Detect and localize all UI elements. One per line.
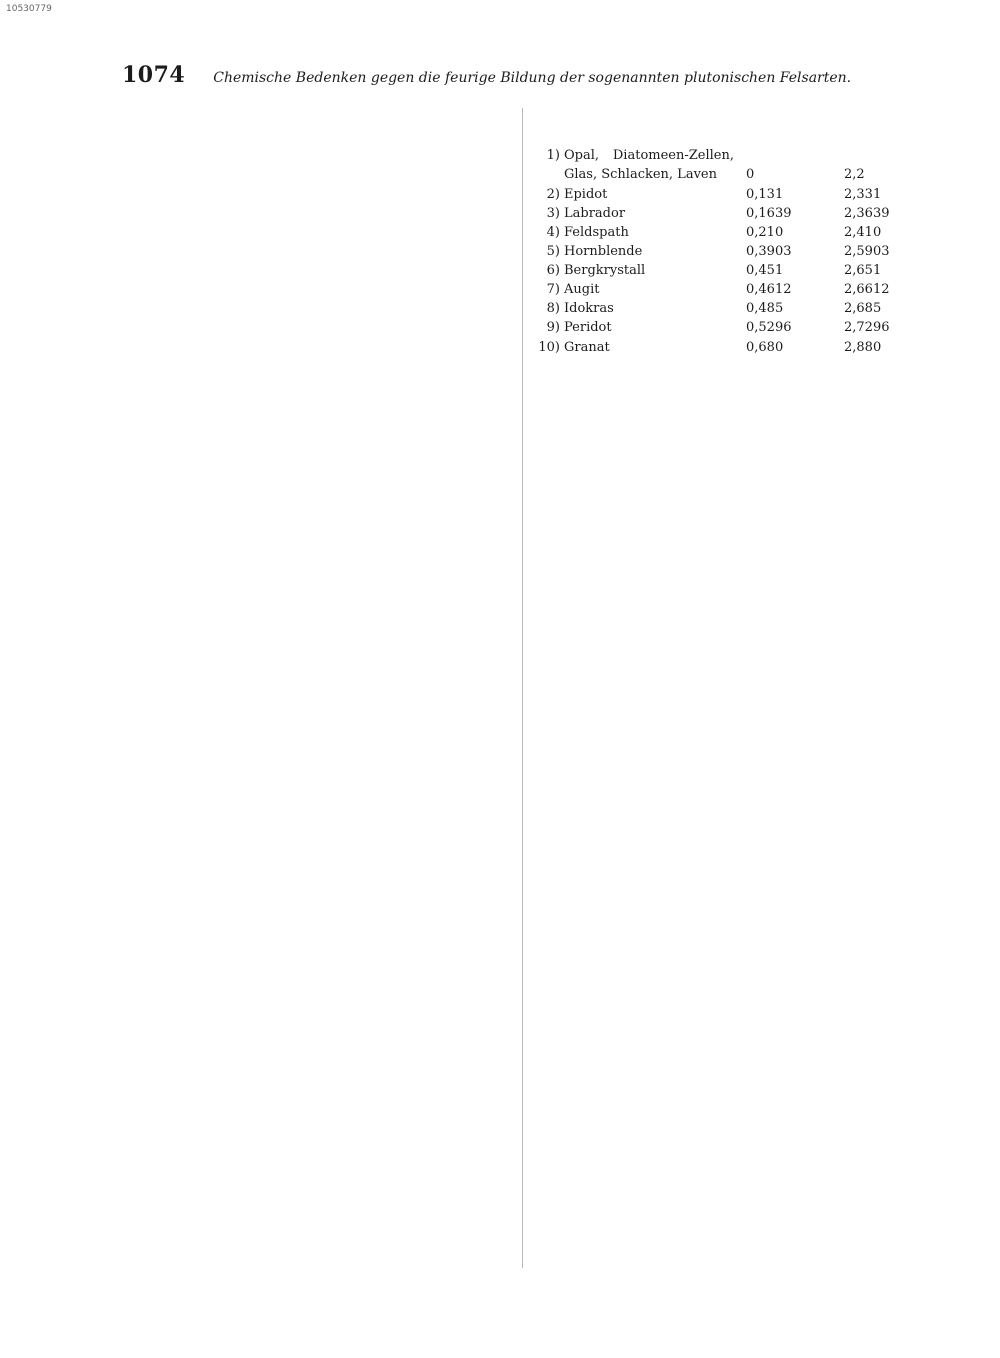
- loss-value: 0,485: [746, 301, 784, 316]
- loss-value: 0,210: [746, 225, 784, 240]
- table-row: [538, 223, 922, 242]
- mineral-name: Feldspath: [564, 225, 629, 240]
- loss-value: 0,451: [746, 263, 784, 278]
- mineral-name: Opal, Diatomeen-Zellen, Glas, Schlacken, Laven: [564, 148, 734, 182]
- page-header: [122, 62, 922, 88]
- row-number: 10): [538, 340, 560, 355]
- scan-id: 10530779: [6, 4, 52, 14]
- loss-value: 0,5296: [746, 320, 792, 335]
- row-number: 4): [546, 225, 560, 240]
- loss-value: 0,680: [746, 340, 784, 355]
- table-row: [538, 185, 922, 204]
- mineral-name: Peridot: [564, 320, 612, 335]
- density-value: 2,685: [844, 301, 882, 316]
- loss-value: 0,3903: [746, 244, 792, 259]
- density-value: 2,410: [844, 225, 882, 240]
- mineral-name: Epidot: [564, 187, 608, 202]
- row-number: 7): [546, 282, 560, 297]
- row-number: 3): [546, 206, 560, 221]
- table-row: [538, 299, 922, 318]
- table-row: [538, 280, 922, 299]
- table-row: [538, 318, 922, 337]
- density-value: 2,5903: [844, 244, 890, 259]
- row-number: 8): [546, 301, 560, 316]
- loss-value: 0,1639: [746, 206, 792, 221]
- mineral-name: Idokras: [564, 301, 614, 316]
- density-value: 2,651: [844, 263, 882, 278]
- row-number: 1): [546, 148, 560, 163]
- density-value: 2,331: [844, 187, 882, 202]
- density-value: 2,6612: [844, 282, 890, 297]
- density-value: 2,880: [844, 340, 882, 355]
- table-row: [538, 204, 922, 223]
- mineral-name: Bergkrystall: [564, 263, 646, 278]
- left-column: [122, 100, 510, 1275]
- column-divider: [522, 108, 523, 1268]
- loss-value: 0,4612: [746, 282, 792, 297]
- mineral-name: Granat: [564, 340, 610, 355]
- page-number: 1074: [122, 62, 186, 88]
- mineral-name: Labrador: [564, 206, 626, 221]
- row-number: 2): [546, 187, 560, 202]
- density-value: 2,2: [844, 167, 865, 182]
- row-number: 6): [546, 263, 560, 278]
- running-title: Chemische Bedenken gegen die feurige Bildung der sogenannten plutonischen Felsarten.: [213, 70, 852, 86]
- table-row: [538, 338, 922, 357]
- table-row: [538, 146, 922, 182]
- row-number: 5): [546, 244, 560, 259]
- results-table: [538, 106, 922, 342]
- table-row: [538, 261, 922, 280]
- table-row: [538, 242, 922, 261]
- mineral-name: Hornblende: [564, 244, 643, 259]
- density-value: 2,3639: [844, 206, 890, 221]
- loss-value: 0,131: [746, 187, 784, 202]
- density-value: 2,7296: [844, 320, 890, 335]
- mineral-name: Augit: [564, 282, 600, 297]
- right-column: [538, 100, 922, 1275]
- loss-value: 0: [746, 167, 755, 182]
- row-number: 9): [546, 320, 560, 335]
